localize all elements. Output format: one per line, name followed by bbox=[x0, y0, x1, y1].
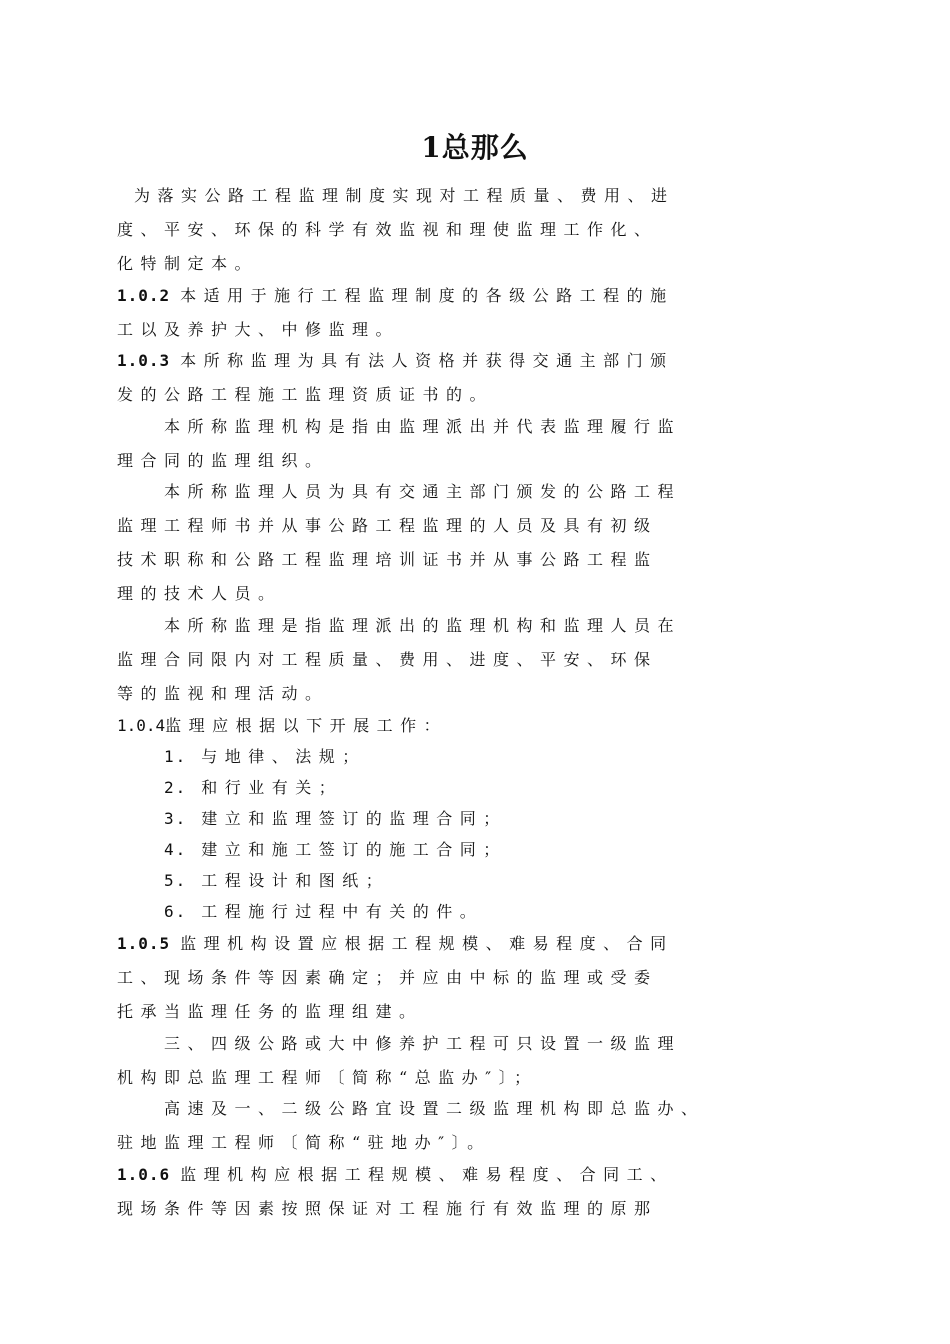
list-item: 1. 与地律、法规； bbox=[164, 747, 366, 766]
paragraph-line: 工、现场条件等因素确定；并应由中标的监理或受委 bbox=[117, 968, 658, 987]
paragraph-line: 理的技术人员。 bbox=[117, 584, 282, 603]
paragraph-line: 监理工程师书并从事公路工程监理的人员及具有初级 bbox=[117, 516, 658, 535]
clause-line: 1.0.3 本所称监理为具有法人资格并获得交通主部门颁 bbox=[117, 351, 674, 370]
clause-number: 1.0.3 bbox=[117, 351, 171, 370]
paragraph-line: 理合同的监理组织。 bbox=[117, 451, 329, 470]
list-number: 3. bbox=[164, 809, 188, 828]
paragraph-line: 三、四级公路或大中修养护工程可只设置一级监理 bbox=[164, 1034, 682, 1053]
list-number: 5. bbox=[164, 871, 188, 890]
paragraph-line: 化特制定本。 bbox=[117, 254, 259, 273]
list-number: 2. bbox=[164, 778, 188, 797]
paragraph-line: 为落实公路工程监理制度实现对工程质量、费用、进 bbox=[134, 186, 675, 205]
paragraph-line: 驻地监理工程师〔简称“驻地办″〕。 bbox=[117, 1133, 491, 1152]
paragraph-line: 现场条件等因素按照保证对工程施行有效监理的原那 bbox=[117, 1199, 658, 1218]
paragraph-line: 工以及养护大、中修监理。 bbox=[117, 320, 400, 339]
clause-line: 1.0.4监理应根据以下开展工作： bbox=[117, 716, 448, 735]
list-item: 4. 建立和施工签订的施工合同； bbox=[164, 840, 507, 859]
clause-line: 1.0.6 监理机构应根据工程规模、难易程度、合同工、 bbox=[117, 1165, 674, 1184]
paragraph-line: 技术职称和公路工程监理培训证书并从事公路工程监 bbox=[117, 550, 658, 569]
list-item: 2. 和行业有关； bbox=[164, 778, 343, 797]
paragraph-line: 本所称监理人员为具有交通主部门颁发的公路工程 bbox=[164, 482, 682, 501]
clause-number: 1.0.5 bbox=[117, 934, 171, 953]
clause-number: 1.0.6 bbox=[117, 1165, 171, 1184]
list-item: 6. 工程施行过程中有关的件。 bbox=[164, 902, 484, 921]
clause-line: 1.0.2 本适用于施行工程监理制度的各级公路工程的施 bbox=[117, 286, 674, 305]
list-number: 4. bbox=[164, 840, 188, 859]
clause-number: 1.0.2 bbox=[117, 286, 171, 305]
paragraph-line: 等的监视和理活动。 bbox=[117, 684, 329, 703]
list-item: 5. 工程设计和图纸； bbox=[164, 871, 390, 890]
paragraph-line: 本所称监理机构是指由监理派出并代表监理履行监 bbox=[164, 417, 682, 436]
list-number: 6. bbox=[164, 902, 188, 921]
paragraph-line: 机构即总监理工程师〔简称“总监办″〕； bbox=[117, 1068, 538, 1087]
paragraph-line: 度、平安、环保的科学有效监视和理使监理工作化、 bbox=[117, 220, 658, 239]
page-title: 1总那么 bbox=[421, 131, 529, 164]
clause-line: 1.0.5 监理机构设置应根据工程规模、难易程度、合同 bbox=[117, 934, 674, 953]
paragraph-line: 监理合同限内对工程质量、费用、进度、平安、环保 bbox=[117, 650, 658, 669]
list-item: 3. 建立和监理签订的监理合同； bbox=[164, 809, 507, 828]
paragraph-line: 托承当监理任务的监理组建。 bbox=[117, 1002, 423, 1021]
clause-number: 1.0.4 bbox=[117, 716, 166, 735]
list-number: 1. bbox=[164, 747, 188, 766]
paragraph-line: 发的公路工程施工监理资质证书的。 bbox=[117, 385, 494, 404]
paragraph-line: 本所称监理是指监理派出的监理机构和监理人员在 bbox=[164, 616, 682, 635]
paragraph-line: 高速及一、二级公路宜设置二级监理机构即总监办、 bbox=[164, 1099, 705, 1118]
